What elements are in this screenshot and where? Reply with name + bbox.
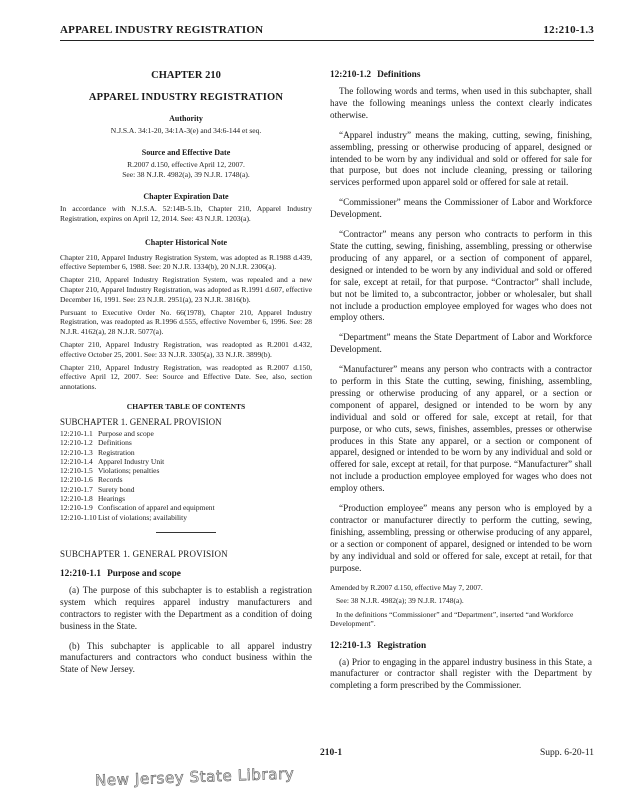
authority-heading: Authority [169,114,203,123]
definition: “Manufacturer” means any person who contracts with a contractor to perform in this State the cutting, sewing, finishing, assembling, pressing or otherwise producing of any apparel, or a section or component of apparel, designed or intended to be worn by any individual and sold or offered for sale, except at retail, for that purpose, or who cuts, sews, finishes, assembles, presses or otherwise produces in this State any apparel, or a section or component of apparel, designed or intended to be worn by any individual and sold or offered for sale, except at retail, for that purpose. “Manufacturer” shall not include a production employee employed for wages who does not employ others. [330,364,592,494]
toc-item-title: Purpose and scope [98,428,154,438]
running-header-section: 12:210-1.3 [543,24,594,36]
supplement-date: Supp. 6-20-11 [539,748,594,758]
definition: “Department” means the State Department of Labor and Workforce Development. [330,332,592,355]
toc-list [60,429,312,522]
toc-item-number: 12:210-1.5 [60,466,93,476]
toc-item-title: Violations; penalties [98,466,160,476]
running-header [60,24,594,36]
toc-item-number: 12:210-1.8 [60,494,93,504]
section-heading [60,569,312,579]
section-title: Definitions [377,70,421,80]
toc-item-title: Definitions [98,438,132,448]
toc-title: CHAPTER TABLE OF CONTENTS [126,401,246,411]
authority-text: N.J.S.A. 34:1-20, 34:1A-3(e) and 34:6-144 et seq. [110,126,262,135]
toc-item-title: Hearings [98,494,126,504]
toc-item-number: 12:210-1.4 [60,456,93,466]
toc-item[interactable] [60,429,312,438]
amendment-note: Amended by R.2007 d.150, effective May 7, 2007. [330,582,483,592]
section-heading [330,641,592,651]
definition: “Contractor” means any person who contracts to perform in this State the cutting, sewing, finishing, assembling, pressing or otherwise producing of any apparel, or a section of component of apparel, designed or intended to be worn by any individual and sold or offered for sale, except at retail, for that purpose. “Contractor” shall include, but not be limited to, a subcontractor, jobber or wholesaler, but shall not include a production employee employed for wages who does not employ others. [330,229,592,323]
toc-item[interactable] [60,494,312,503]
toc-item-title: Registration [98,447,135,457]
history-heading: Chapter Historical Note [144,237,228,247]
history-note: Chapter 210, Apparel Industry Registration System, was adopted as R.1988 d.439, effective September 6, 1988. See: 20 N.J.R. 1334(b), 20 N.J.R. 2306(a). [60,252,312,272]
toc-item-number: 12:210-1.2 [60,438,93,448]
toc-item-number: 12:210-1.3 [60,447,93,457]
history-note: Chapter 210, Apparel Industry Registration, was readopted as R.2001 d.432, effective October 25, 2001. See: 33 N.J.R. 3305(a), 33 N.J.R. 3899(b). [60,339,312,359]
toc-subchapter: SUBCHAPTER 1. GENERAL PROVISION [60,416,222,427]
definition: “Commissioner” means the Commissioner of Labor and Workforce Development. [330,197,592,220]
toc-item-number: 12:210-1.9 [60,503,93,513]
toc-item-title: Records [98,475,123,485]
toc-item[interactable] [60,513,312,522]
history-note: Chapter 210, Apparel Industry Registration, was readopted as R.2007 d.150, effective April 12, 2007. See: Source and Effective Date. See, also, section annotations. [60,362,312,392]
right-column [330,70,592,700]
source-line-1: R.2007 d.150, effective April 12, 2007. [127,160,245,169]
toc-item[interactable] [60,466,312,475]
section-heading [330,70,592,80]
toc-item-title: Apparel Industry Unit [98,456,165,466]
section-title: Registration [377,640,427,651]
history-note: Pursuant to Executive Order No. 66(1978), Chapter 210, Apparel Industry Registration, was readopted as R.1996 d.555, effective November 6, 1996. See: 28 N.J.R. 4162(a), 28 N.J.R. 5077(a). [60,307,312,337]
library-stamp: New Jersey State Library [94,764,295,790]
toc-divider [156,532,216,533]
amendment-note: In the definitions “Commissioner” and “Department”, inserted “and Workforce Development”. [330,609,574,629]
running-header-title: APPAREL INDUSTRY REGISTRATION [60,24,264,36]
page-number: 210-1 [320,748,343,758]
chapter-title: APPAREL INDUSTRY REGISTRATION [88,92,284,103]
toc-item[interactable] [60,475,312,484]
source-line-2: See: 38 N.J.R. 4982(a), 39 N.J.R. 1748(a). [122,170,250,179]
expiration-text: In accordance with N.J.S.A. 52:14B-5.1b, Chapter 210, Apparel Industry Registration, expires on April 12, 2014. See: 43 N.J.R. 1203(a). [60,204,312,223]
paragraph: (a) The purpose of this subchapter is to establish a registration system which requires apparel industry manufacturers and contractors to register with the Department as a condition of doing business in the State. [60,584,312,631]
history-note: Chapter 210, Apparel Industry Registration System, was repealed and a new Chapter 210, Apparel Industry Registration, was adopted as R.1991 d.607, effective December 16, 1991. See: 23 N.J.R. 2951(a), 23 N.J.R. 3816(b). [60,275,312,304]
subchapter-heading: SUBCHAPTER 1. GENERAL PROVISION [60,548,228,559]
source-heading: Source and Effective Date [141,148,231,157]
section-number: 12:210-1.2 [330,70,372,80]
chapter-number: CHAPTER 210 [151,70,221,81]
toc-item[interactable] [60,438,312,447]
section-number: 12:210-1.1 [60,568,102,579]
toc-item[interactable] [60,457,312,466]
amendment-note: See: 38 N.J.R. 4982(a); 39 N.J.R. 1748(a). [336,596,464,606]
toc-item-title: Surety bond [98,484,135,494]
toc-item-number: 12:210-1.7 [60,484,93,494]
expiration-heading: Chapter Expiration Date [143,192,229,201]
definition: “Apparel industry” means the making, cutting, sewing, finishing, assembling, pressing or otherwise producing of apparel, designed or intended to be worn by any individual and sold or offered for sale for that purpose, but does not include cleaning, pressing or tailoring services performed upon apparel sold or offered for sale at retail. [330,129,592,188]
toc-item[interactable] [60,448,312,457]
definition: “Production employee” means any person who is employed by a contractor or manufacturer directly to perform the cutting, sewing, finishing, assembling, pressing or otherwise producing of any apparel, or a section or component of apparel, designed or intended to be worn by any individual and sold or offered for sale, except at retail, for that purpose. [330,503,592,573]
toc-item-title: Confiscation of apparel and equipment [98,503,215,513]
toc-item-title: List of violations; availability [98,512,187,522]
paragraph: The following words and terms, when used in this subchapter, shall have the following meanings unless the context clearly indicates otherwise. [330,86,592,120]
toc-item-number: 12:210-1.6 [60,475,93,485]
paragraph: (a) Prior to engaging in the apparel industry business in this State, a manufacturer or contractor shall register with the Department by completing a form prescribed by the Commissioner. [330,656,592,691]
left-column [60,70,312,684]
section-number: 12:210-1.3 [330,640,372,651]
section-title: Purpose and scope [107,568,181,579]
paragraph: (b) This subchapter is applicable to all apparel industry manufacturers and contractors who conduct business within the State of New Jersey. [60,640,312,675]
toc-item[interactable] [60,503,312,512]
toc-item[interactable] [60,485,312,494]
header-rule [60,40,594,41]
toc-item-number: 12:210-1.10 [60,512,97,522]
toc-item-number: 12:210-1.1 [60,428,93,438]
